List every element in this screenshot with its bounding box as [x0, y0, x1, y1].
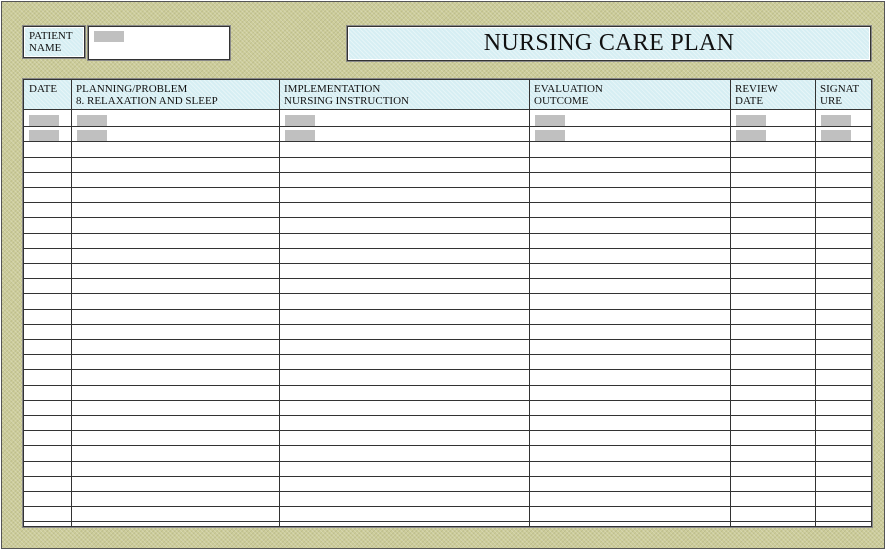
- table-row-line: [24, 339, 871, 340]
- table-row-line: [24, 324, 871, 325]
- patient-name-label: [23, 26, 85, 58]
- redacted-entry: [285, 115, 315, 126]
- table-row-line: [24, 248, 871, 249]
- table-row-line: [24, 506, 871, 507]
- redacted-entry: [736, 130, 766, 141]
- patient-label-line2: NAME: [29, 42, 62, 54]
- table-row-line: [24, 202, 871, 203]
- redacted-patient-name: [94, 31, 124, 42]
- column-divider: [529, 80, 530, 526]
- redacted-entry: [77, 130, 107, 141]
- redacted-entry: [29, 115, 59, 126]
- table-row-line: [24, 187, 871, 188]
- table-row-line: [24, 415, 871, 416]
- column-header-evaluation: EVALUATION OUTCOME: [529, 80, 730, 110]
- table-row-line: [24, 233, 871, 234]
- table-row-line: [24, 461, 871, 462]
- redacted-entry: [77, 115, 107, 126]
- table-row-line: [24, 369, 871, 370]
- table-row-line: [24, 309, 871, 310]
- patient-label-line1: PATIENT: [29, 30, 73, 42]
- redacted-entry: [821, 130, 851, 141]
- table-row-line: [24, 141, 871, 142]
- table-row-line: [24, 430, 871, 431]
- table-row-line: [24, 385, 871, 386]
- column-header-implementation: IMPLEMENTATION NURSING INSTRUCTION: [279, 80, 529, 110]
- column-divider: [815, 80, 816, 526]
- table-row-line: [24, 263, 871, 264]
- table-row-line: [24, 172, 871, 173]
- redacted-entry: [821, 115, 851, 126]
- patient-name-field[interactable]: [88, 26, 230, 60]
- table-row-line: [24, 491, 871, 492]
- column-header-review-date: REVIEW DATE: [730, 80, 815, 110]
- table-row-line: [24, 400, 871, 401]
- column-divider: [71, 80, 72, 526]
- redacted-entry: [535, 115, 565, 126]
- form-title: NURSING CARE PLAN: [347, 26, 871, 61]
- table-row-line: [24, 126, 871, 127]
- redacted-entry: [285, 130, 315, 141]
- care-plan-table: [23, 79, 872, 527]
- column-header-signature: SIGNAT URE: [815, 80, 871, 110]
- table-row-line: [24, 476, 871, 477]
- table-row-line: [24, 217, 871, 218]
- redacted-entry: [535, 130, 565, 141]
- table-row-line: [24, 445, 871, 446]
- table-row-line: [24, 157, 871, 158]
- column-divider: [279, 80, 280, 526]
- redacted-entry: [29, 130, 59, 141]
- nursing-care-plan-form: [1, 1, 885, 549]
- column-header-planning-problem: PLANNING/PROBLEM 8. RELAXATION AND SLEEP: [71, 80, 279, 110]
- table-row-line: [24, 521, 871, 522]
- table-row-line: [24, 354, 871, 355]
- column-header-date: DATE: [24, 80, 71, 110]
- redacted-entry: [736, 115, 766, 126]
- table-row-line: [24, 278, 871, 279]
- table-row-line: [24, 293, 871, 294]
- column-divider: [730, 80, 731, 526]
